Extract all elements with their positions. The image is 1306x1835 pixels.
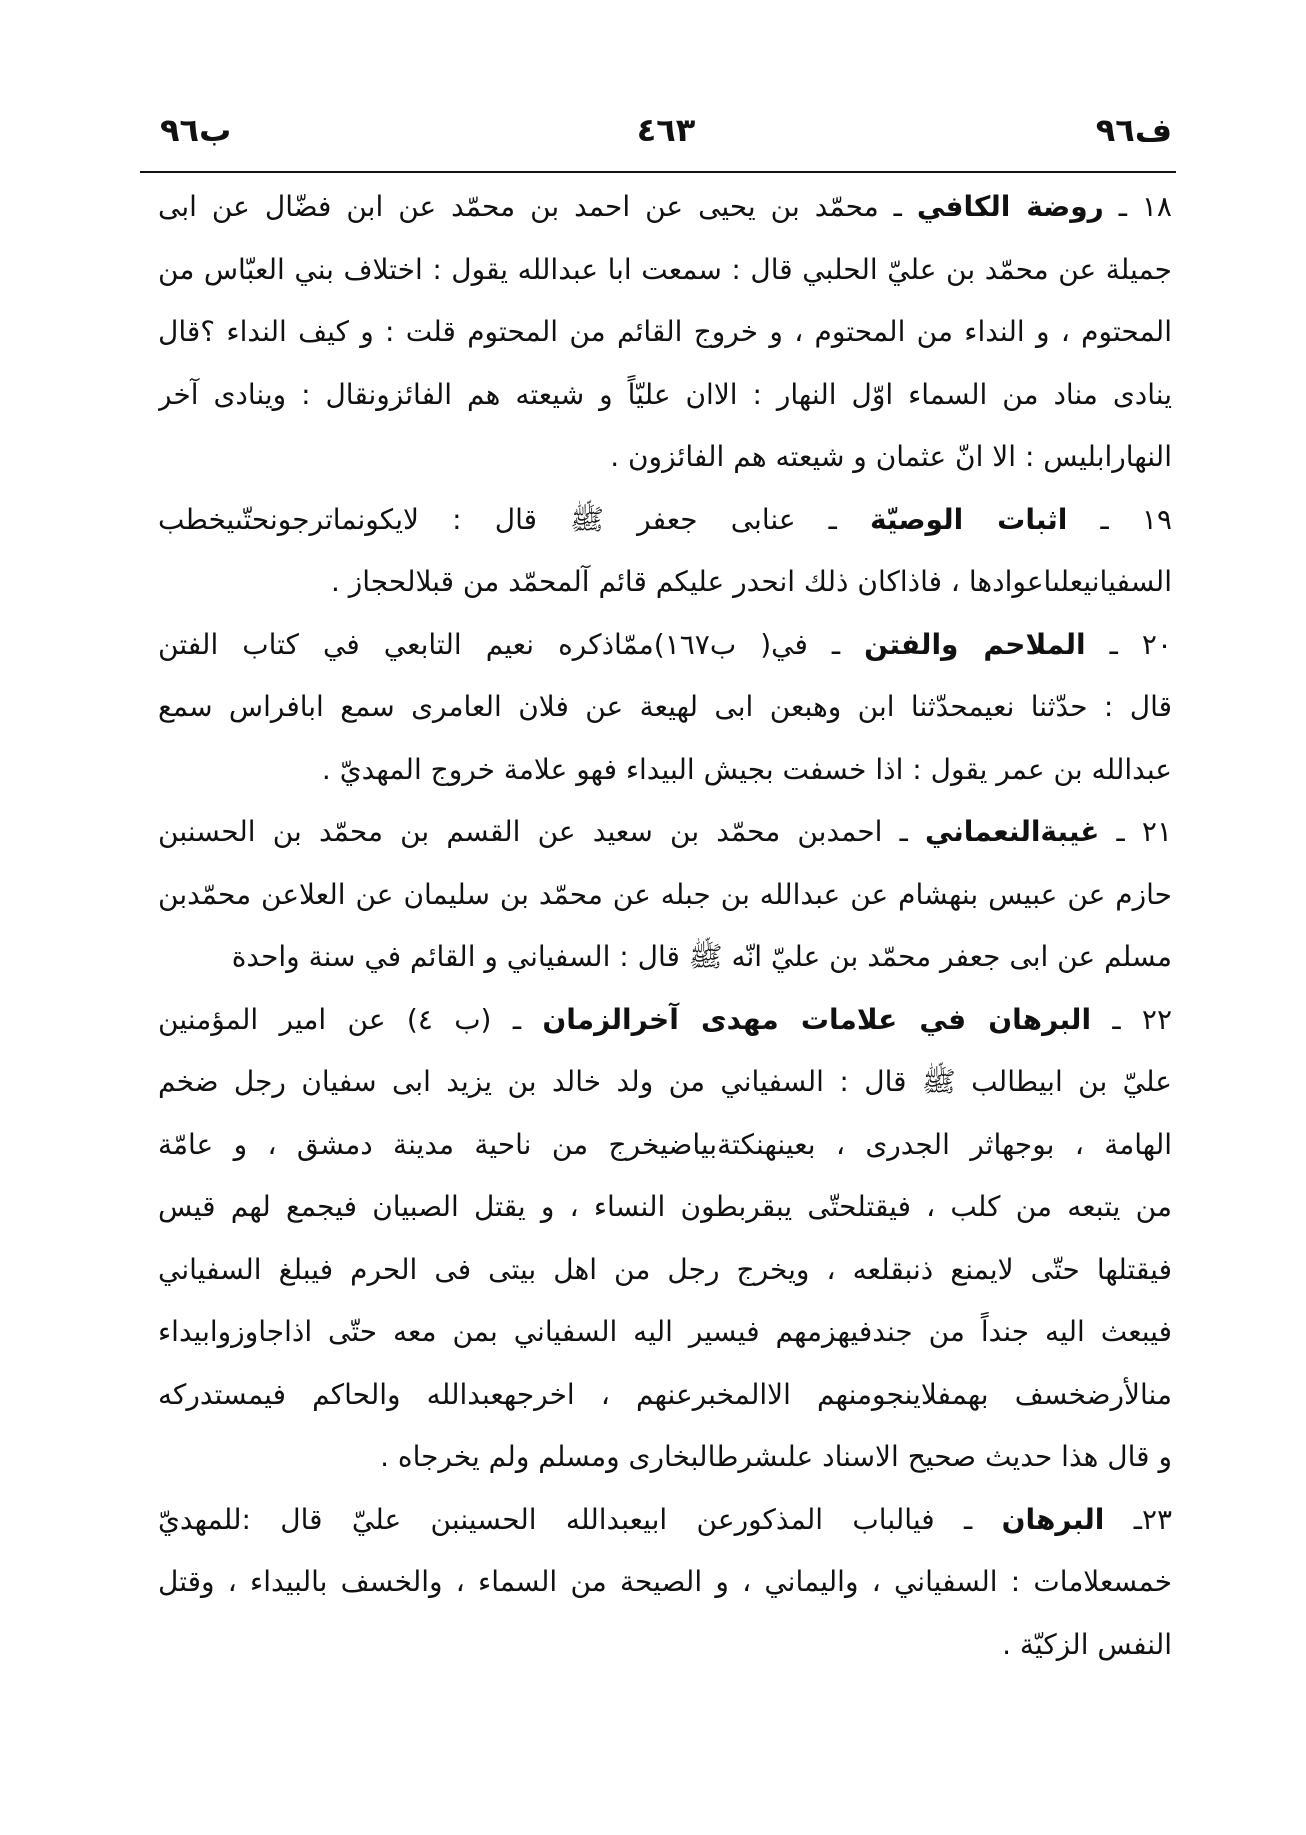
text-body	[158, 176, 1172, 1676]
text-segment: النفس الزكيّة .	[1002, 1627, 1172, 1661]
text-segment: المحتوم ، و النداء من المحتوم ، و خروج القائم من المحتوم قلت : و كيف النداء ؟قال	[158, 315, 1172, 348]
header-folio-left: ب٩٦	[160, 111, 232, 149]
text-segment: مسلم عن ابى جعفر محمّد بن عليّ انّه ﷺ قال : السفياني و القائم في سنة واحدة	[231, 940, 1172, 973]
text-line	[158, 1489, 1172, 1552]
text-line	[158, 364, 1172, 427]
text-line	[158, 739, 1172, 802]
text-segment: جميلة عن محمّد بن عليّ الحلبي قال : سمعت ابا عبدالله يقول : اختلاف بني العبّاس من	[158, 252, 1172, 286]
page-number: ٤٦٣	[636, 111, 696, 149]
text-segment: ١٩ ـ	[1067, 502, 1172, 536]
text-line	[158, 1239, 1172, 1302]
text-line	[158, 239, 1172, 302]
text-segment: ٢٠ ـ	[1085, 627, 1172, 661]
source-title: الملاحم والفتن	[864, 627, 1086, 661]
text-line	[158, 426, 1172, 489]
text-segment: فيبعث اليه جنداً من جندفيهزمهم فيسير اليه السفياني بمن معه حتّى اذاجاوزوابيداء	[158, 1315, 1172, 1348]
text-segment: ١٨ ـ	[1103, 190, 1172, 223]
text-line	[158, 1614, 1172, 1677]
text-segment: منالأرضخسف بهمفلاينجومنهم الاالمخبرعنهم ، اخرجهعبدالله والحاكم فيمستدركه	[158, 1377, 1172, 1411]
text-line	[158, 1426, 1172, 1489]
text-segment: النهارابليس : الا انّ عثمان و شيعته هم الفائزون .	[610, 440, 1172, 473]
text-line	[158, 1364, 1172, 1427]
text-line	[158, 1114, 1172, 1177]
text-segment: ـ محمّد بن يحيى عن احمد بن محمّد عن ابن فضّال عن ابى	[158, 190, 917, 223]
text-segment: عليّ بن ابيطالب ﷺ قال : السفياني من ولد خالد بن يزيد ابى سفيان رجل ضخم	[158, 1065, 1172, 1098]
text-line	[158, 1301, 1172, 1364]
text-segment: ـ فيالباب المذكورعن ابيعبدالله الحسينبن عليّ قال :للمهديّ	[158, 1502, 1002, 1536]
text-line	[158, 614, 1172, 677]
text-line	[158, 676, 1172, 739]
text-segment: ٢١ ـ	[1099, 815, 1172, 848]
source-title: غيبةالنعماني	[924, 815, 1100, 848]
source-title: البرهان	[1001, 1502, 1105, 1536]
text-segment: قال : حدّثنا نعيمحدّثنا ابن وهبعن ابى لهيعة عن فلان العامرى سمع ابافراس سمع	[158, 690, 1172, 723]
text-line	[158, 1176, 1172, 1239]
text-segment: من يتبعه من كلب ، فيقتلحتّى يبقربطون النساء ، و يقتل الصبيان فيجمع لهم قيس	[158, 1190, 1172, 1223]
text-segment: عبدالله بن عمر يقول : اذا خسفت بجيش البيداء فهو علامة خروج المهديّ .	[321, 752, 1172, 786]
text-segment: ٢٣ـ	[1104, 1502, 1172, 1536]
text-line	[158, 926, 1172, 989]
text-segment: خمسعلامات : السفياني ، واليماني ، و الصيحة من السماء ، والخسف بالبيداء ، وقتل	[158, 1565, 1172, 1598]
text-segment: حازم عن عبيس بنهشام عن عبدالله بن جبله عن محمّد بن سليمان عن العلاعن محمّدبن	[158, 877, 1172, 911]
text-segment: و قال هذا حديث صحيح الاسناد علىشرطالبخارى ومسلم ولم يخرجاه .	[380, 1440, 1172, 1473]
text-segment: فيقتلها حتّى لايمنع ذنبقلعه ، ويخرج رجل من اهل بيتى فى الحرم فيبلغ السفياني	[158, 1252, 1172, 1286]
text-segment: ـ (ب ٤) عن امير المؤمنين	[158, 1002, 543, 1036]
header-folio-right: ف٩٦	[1095, 111, 1172, 149]
source-title: اثبات الوصيّة	[870, 502, 1068, 536]
text-segment: ٢٢ ـ	[1091, 1002, 1172, 1036]
text-segment: ـ في( ب١٦٧)ممّاذكره نعيم التابعي في كتاب الفتن	[158, 627, 865, 661]
text-segment: الهامة ، بوجهاثر الجدرى ، بعينهنكتةبياضيخرج من ناحية مدينة دمشق ، و عامّة	[158, 1127, 1172, 1161]
text-line	[158, 176, 1172, 239]
text-line	[158, 301, 1172, 364]
source-title: البرهان في علامات مهدى آخرالزمان	[542, 1002, 1092, 1036]
text-line	[158, 1051, 1172, 1114]
text-line	[158, 801, 1172, 864]
text-segment: السفيانيعلىاعوادها ، فاذاكان ذلك انحدر عليكم قائم آلمحمّد من قبلالحجاز .	[330, 565, 1172, 598]
text-line	[158, 551, 1172, 614]
text-segment: ـ عنابى جعفر ﷺ قال : لايكونماترجونحتّىيخطب	[158, 502, 871, 536]
text-line	[158, 489, 1172, 552]
text-line	[158, 989, 1172, 1052]
header-divider	[140, 171, 1176, 173]
text-line	[158, 864, 1172, 927]
text-segment: ينادى مناد من السماء اوّل النهار : الاان عليّاً و شيعته هم الفائزونقال : وينادى آخر	[158, 377, 1172, 411]
source-title: روضة الكافي	[916, 190, 1104, 223]
text-segment: ـ احمدبن محمّد بن سعيد عن القسم بن محمّد بن الحسنبن	[158, 815, 925, 848]
page-header	[160, 108, 1172, 158]
text-line	[158, 1551, 1172, 1614]
